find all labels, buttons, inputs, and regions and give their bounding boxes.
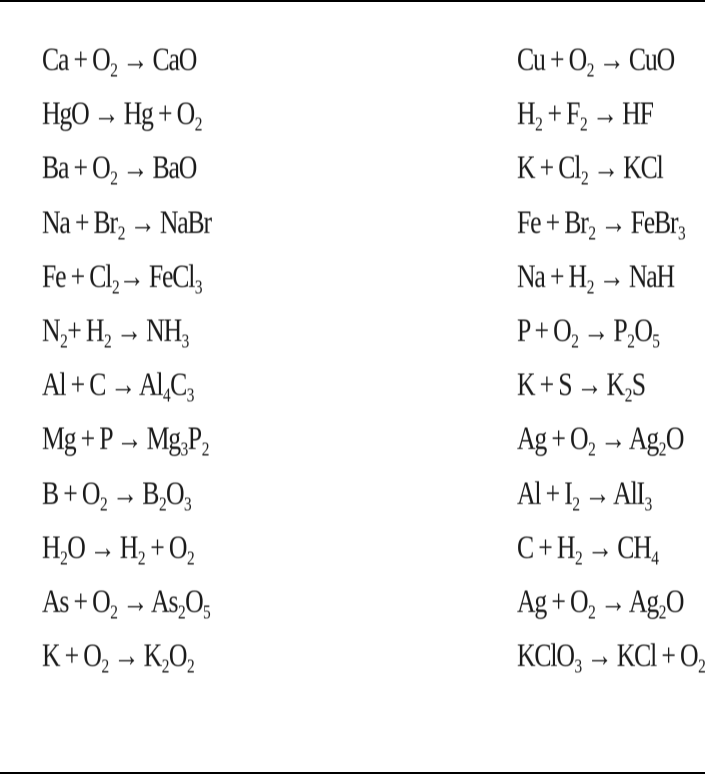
equation: Al + C → Al₄C₃ [42, 367, 194, 404]
equation: Mg + P → Mg₃P₂ [42, 421, 209, 458]
equation: C + H₂ → CH₄ [517, 529, 659, 566]
equation: H₂O → H₂ + O₂ [42, 529, 195, 566]
equation: Ag + O₂ → Ag₂O [517, 421, 684, 458]
equation: Ba + O₂ → BaO [42, 150, 197, 187]
equation: Ag + O₂ → Ag₂O [517, 583, 684, 620]
right-equation-column [517, 33, 705, 683]
equation: Fe + Cl₂→ FeCl₃ [42, 258, 203, 295]
equation: K + O₂ → K₂O₂ [42, 638, 195, 675]
bottom-border-line [0, 772, 705, 774]
top-border-line [0, 0, 705, 2]
equation: HgO → Hg + O₂ [42, 96, 202, 133]
equation: B + O₂ → B₂O₃ [42, 475, 192, 512]
equation: Na + H₂ → NaH [517, 258, 674, 295]
equation: K + S → K₂S [517, 367, 645, 404]
equation: KClO₃ → KCl + O₂ [517, 638, 705, 675]
equation: Na + Br₂ → NaBr [42, 204, 211, 241]
equation: H₂ + F₂ → HF [517, 96, 653, 133]
left-equation-column [42, 33, 259, 683]
equation: K + Cl₂ → KCl [517, 150, 663, 187]
equation: As + O₂ → As₂O₅ [42, 583, 211, 620]
equation: Cu + O₂ → CuO [517, 42, 675, 78]
equation: Fe + Br₂ → FeBr₃ [517, 204, 686, 241]
equation: Ca + O₂ → CaO [42, 42, 197, 78]
equation: N₂+ H₂ → NH₃ [42, 312, 189, 349]
equation: Al + I₂ → AlI₃ [517, 475, 652, 512]
equation: P + O₂ → P₂O₅ [517, 312, 660, 349]
